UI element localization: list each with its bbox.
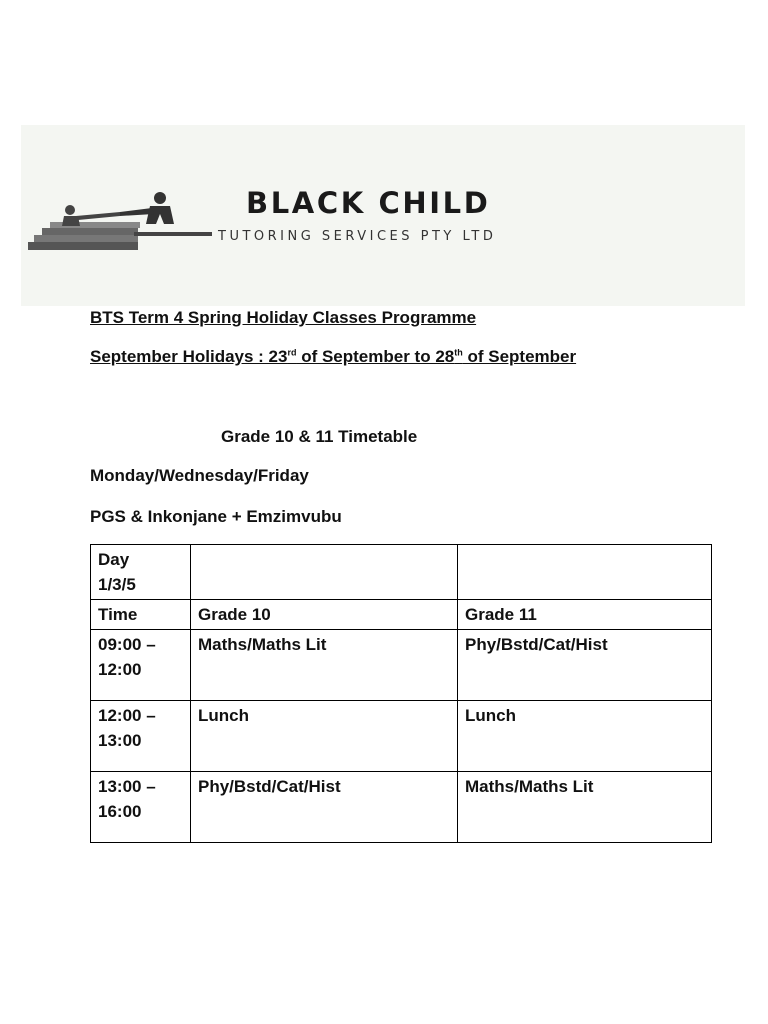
grade11-header: Grade 11 xyxy=(458,600,712,630)
holiday-dates xyxy=(90,347,576,367)
brand-name: BLACK CHILD xyxy=(246,186,491,220)
time-cell xyxy=(91,701,191,772)
grade11-cell: Lunch xyxy=(458,701,712,772)
time-cell xyxy=(91,630,191,701)
helping-hand-books-logo xyxy=(24,190,214,260)
timetable xyxy=(90,544,712,843)
table-row xyxy=(91,630,712,701)
schools-line: PGS & Inkonjane + Emzimvubu xyxy=(90,507,342,526)
dates-prefix: September Holidays : 23 xyxy=(90,347,288,366)
time-start: 13:00 – xyxy=(98,777,156,796)
grade10-header: Grade 10 xyxy=(191,600,458,630)
time-end: 12:00 xyxy=(98,660,142,679)
page-title: BTS Term 4 Spring Holiday Classes Programme xyxy=(90,308,477,327)
days-line: Monday/Wednesday/Friday xyxy=(90,466,309,485)
dates-middle: of September to 28 xyxy=(296,347,455,366)
table-row xyxy=(91,772,712,843)
table-row xyxy=(91,701,712,772)
time-end: 13:00 xyxy=(98,731,142,750)
time-start: 09:00 – xyxy=(98,635,156,654)
day-header-cell xyxy=(91,545,191,600)
grade11-cell: Maths/Maths Lit xyxy=(458,772,712,843)
grade10-cell: Lunch xyxy=(191,701,458,772)
dates-suffix: of September xyxy=(462,347,577,366)
dates-sup-rd: rd xyxy=(287,347,297,358)
day-header-label: Day xyxy=(98,550,130,569)
table-row xyxy=(91,600,712,630)
brand-subtitle: TUTORING SERVICES PTY LTD xyxy=(218,229,497,244)
book-stack-icon xyxy=(28,242,138,250)
time-cell xyxy=(91,772,191,843)
empty-cell xyxy=(458,545,712,600)
time-start: 12:00 – xyxy=(98,706,156,725)
day-header-value: 1/3/5 xyxy=(98,575,136,594)
grade10-cell: Maths/Maths Lit xyxy=(191,630,458,701)
empty-cell xyxy=(191,545,458,600)
table-row xyxy=(91,545,712,600)
grade10-cell: Phy/Bstd/Cat/Hist xyxy=(191,772,458,843)
dates-sup-th: th xyxy=(454,347,463,358)
time-header: Time xyxy=(91,600,191,630)
grade11-cell: Phy/Bstd/Cat/Hist xyxy=(458,630,712,701)
time-end: 16:00 xyxy=(98,802,142,821)
timetable-title: Grade 10 & 11 Timetable xyxy=(221,427,418,446)
